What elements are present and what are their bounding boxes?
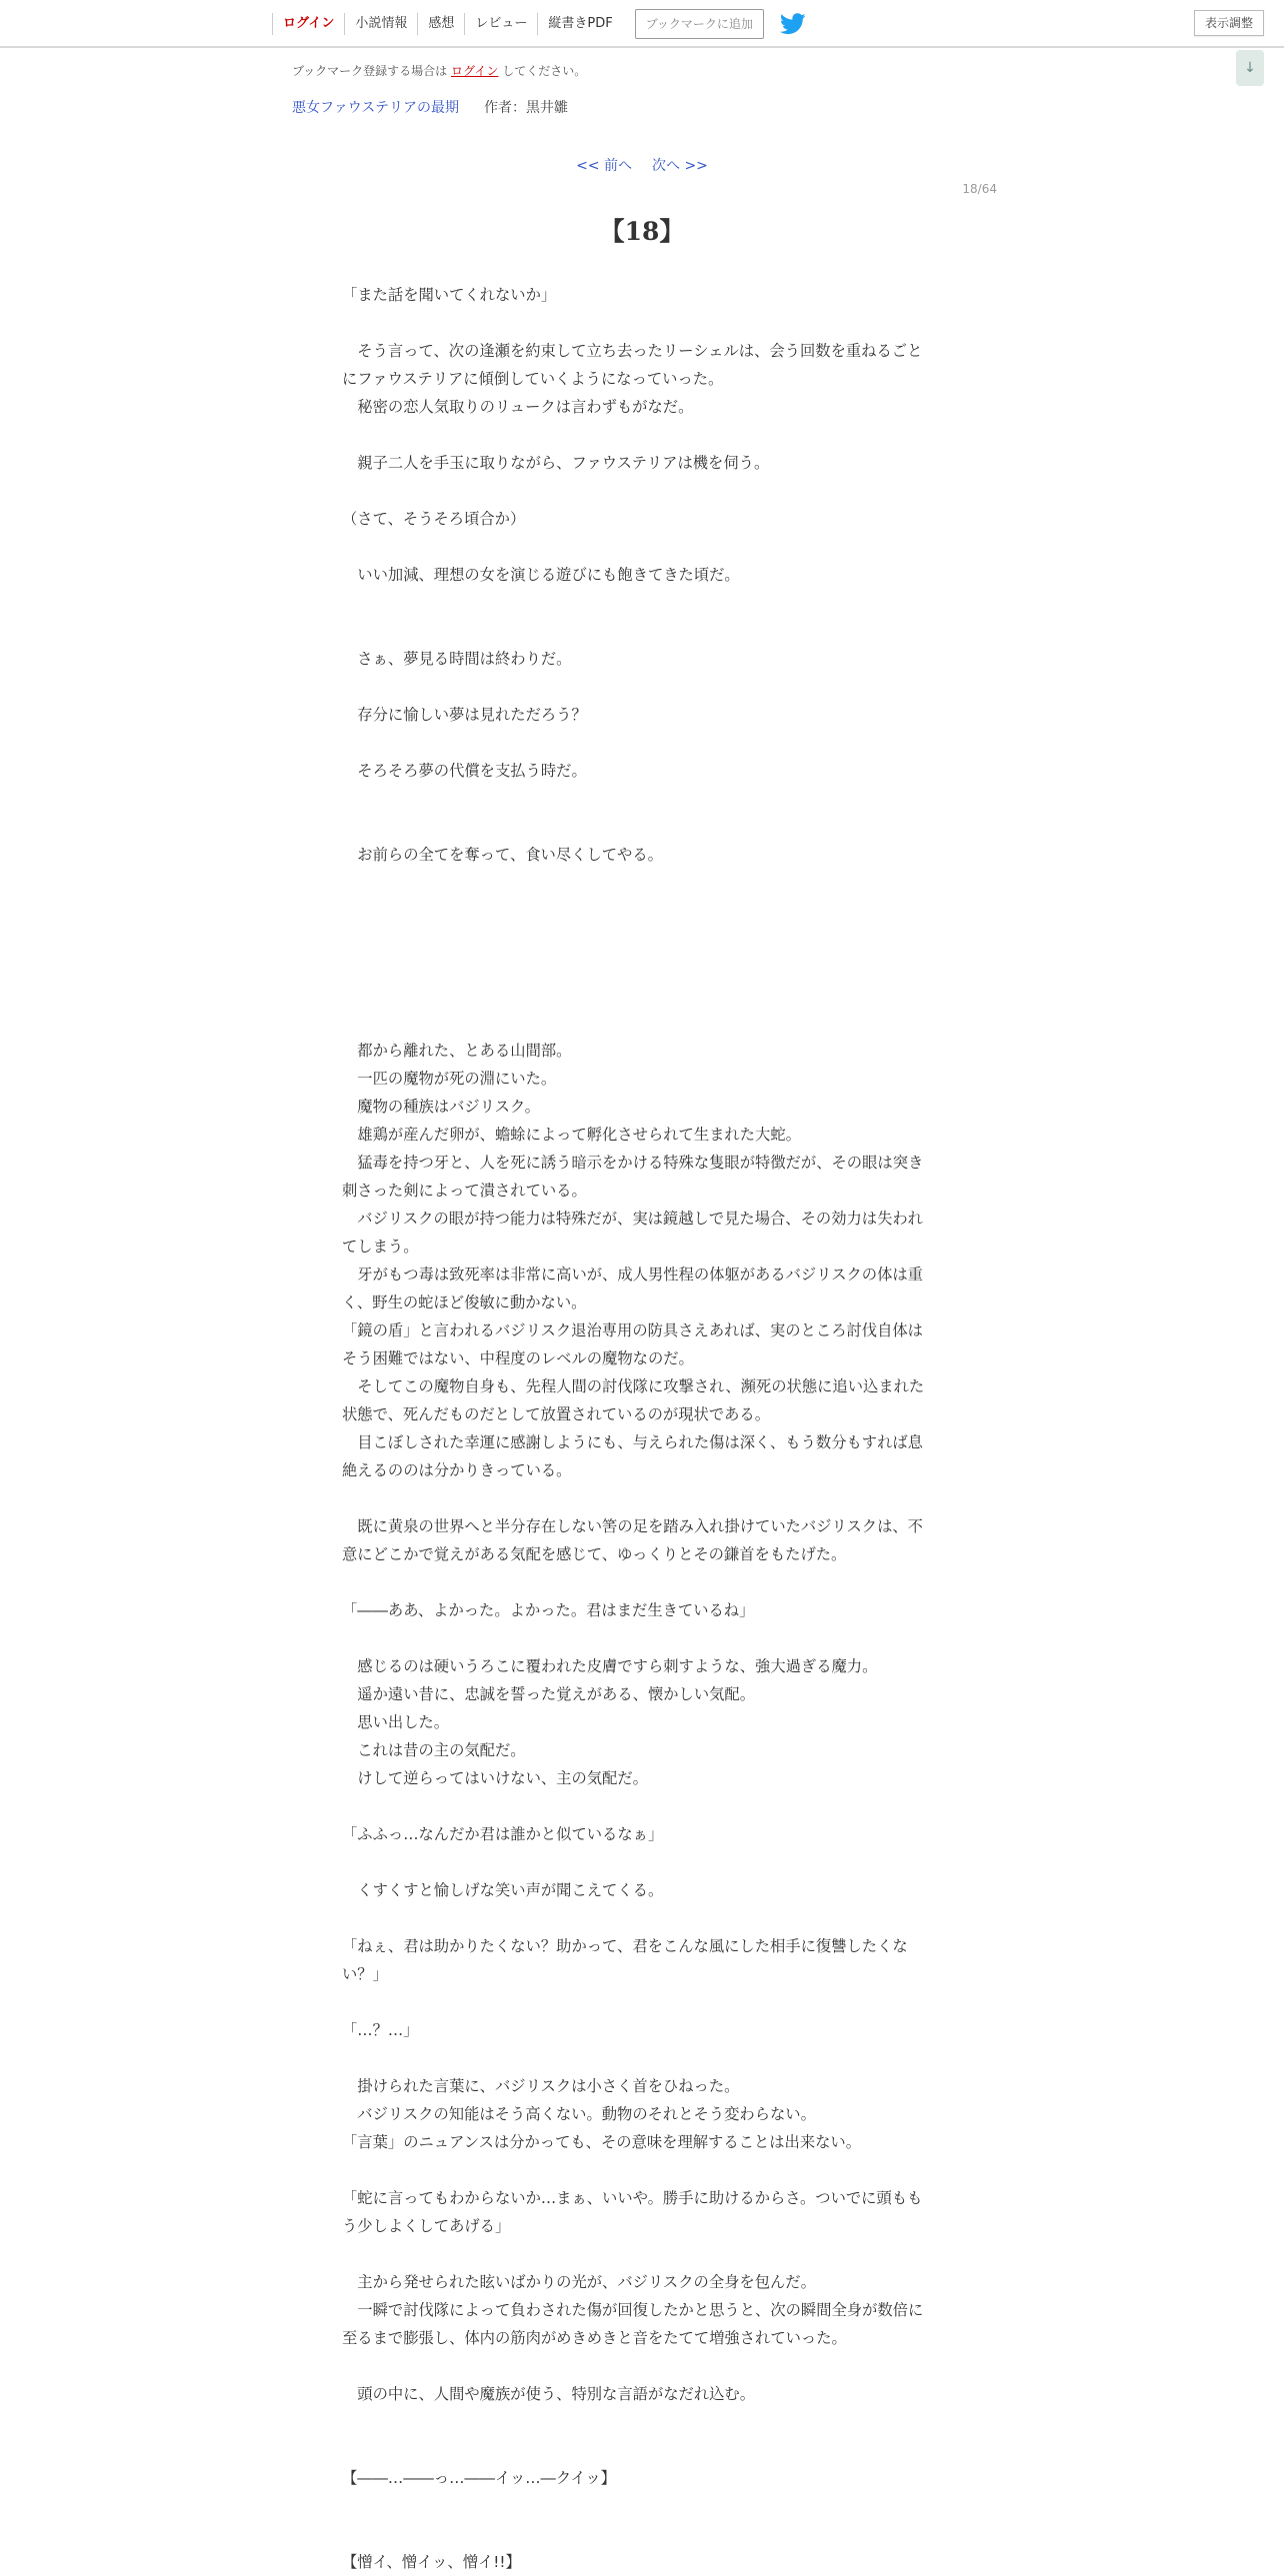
nav-review[interactable]: レビュー (464, 13, 537, 35)
blank-line (342, 1009, 937, 1037)
blank-line (342, 1988, 937, 2016)
blank-line (342, 1792, 937, 1820)
body-line: 「…？…」 (342, 2021, 419, 2039)
chapter-count: 18/64 (962, 182, 997, 196)
display-settings-button[interactable]: 表示調整 (1194, 10, 1264, 36)
blank-line (342, 617, 937, 645)
body-line: 「――ああ、よかった。よかった。君はまだ生きているね」 (342, 1601, 755, 1619)
body-line: 都から離れた、とある山間部。 (342, 1042, 572, 1060)
blank-line (342, 421, 937, 449)
twitter-bird-icon[interactable] (780, 13, 806, 35)
next-chapter-link[interactable]: 次へ >> (652, 158, 708, 174)
body-line: 主から発せられた眩いばかりの光が、バジリスクの全身を包んだ。 (342, 2273, 816, 2291)
body-line: 「また話を聞いてくれないか」 (342, 286, 557, 304)
blank-line (342, 2240, 937, 2268)
body-line: 一瞬で討伐隊によって負わされた傷が回復したかと思うと、次の瞬間全身が数倍に至るまで膨張し、体内の筋肉がめきめきと音をたてて増強されていった。 (342, 2301, 924, 2347)
blank-line (342, 813, 937, 841)
blank-line (342, 925, 937, 953)
body-line: 【――…――っ…――イッ…―クイッ】 (342, 2469, 616, 2487)
body-line: 牙がもつ毒は致死率は非常に高いが、成人男性程の体躯があるバジリスクの体は重く、野生の蛇ほど俊敏に動かない。 (342, 1266, 923, 1311)
blank-line (342, 673, 937, 701)
nav-impressions[interactable]: 感想 (417, 13, 464, 35)
nav-login[interactable]: ログイン (272, 13, 344, 35)
body-line: 「言葉」のニュアンスは分かっても、その意味を理解することは出来ない。 (342, 2133, 862, 2151)
body-line: さぁ、夢見る時間は終わりだ。 (342, 650, 572, 668)
body-line: 目こぼしされた幸運に感謝しようにも、与えられた傷は深く、もう数分もすれば息絶えるののは分かりきっている。 (342, 1433, 923, 1479)
prev-chapter-link[interactable]: << 前へ (576, 158, 632, 174)
blank-line (342, 477, 937, 505)
body-line: お前らの全てを奪って、食い尽くしてやる。 (342, 846, 663, 864)
blank-line (342, 869, 937, 897)
body-line: けして逆らってはいけない、主の気配だ。 (342, 1769, 648, 1787)
notice-text-before: ブックマーク登録する場合は (292, 64, 448, 78)
blank-line (342, 2408, 937, 2436)
blank-line (342, 953, 937, 981)
body-line: バジリスクの眼が持つ能力は特殊だが、実は鏡越しで見た場合、その効力は失われてしまう。 (342, 1210, 923, 1256)
blank-line (342, 1484, 937, 1512)
author-label: 作者： (484, 100, 526, 116)
body-line: 雄鶏が産んだ卵が、蟾蜍によって孵化させられて生まれた大蛇。 (342, 1126, 801, 1144)
body-line: バジリスクの知能はそう高くない。動物のそれとそう変わらない。 (342, 2105, 816, 2123)
novel-title-link[interactable]: 悪女ファウステリアの最期 (292, 100, 460, 116)
global-nav (272, 12, 806, 36)
bookmark-login-notice (292, 62, 586, 79)
scroll-down-button[interactable]: ↓ (1236, 50, 1264, 86)
body-line: 思い出した。 (342, 1713, 450, 1731)
site-header (0, 0, 1284, 48)
blank-line (342, 1568, 937, 1596)
body-line: 掛けられた言葉に、バジリスクは小さく首をひねった。 (342, 2077, 740, 2095)
nav-novel-info[interactable]: 小説情報 (344, 13, 417, 35)
body-line: 一匹の魔物が死の淵にいた。 (342, 1070, 557, 1088)
author-info (484, 97, 568, 117)
body-line: 頭の中に、人間や魔族が使う、特別な言語がなだれ込む。 (342, 2385, 756, 2403)
body-line: そしてこの魔物自身も、先程人間の討伐隊に攻撃され、瀕死の状態に追い込まれた状態で、死んだものだとして放置されているのが現状である。 (342, 1377, 925, 1423)
body-line: 「蛇に言ってもわからないか…まぁ、いいや。勝手に助けるからさ。ついでに頭ももう少しよくしてあげる」 (342, 2189, 923, 2235)
blank-line (342, 533, 937, 561)
body-line: 「ねぇ、君は助かりたくない？助かって、君をこんな風にした相手に復讐したくない？」 (342, 1937, 908, 1983)
blank-line (342, 2436, 937, 2464)
blank-line (342, 2044, 937, 2072)
blank-line (342, 785, 937, 813)
body-line: くすくすと愉しげな笑い声が聞こえてくる。 (342, 1881, 664, 1899)
body-line: （さて、そうそろ頃合か） (342, 510, 526, 528)
chapter-title: 【18】 (599, 217, 685, 246)
blank-line (342, 729, 937, 757)
add-bookmark-button[interactable]: ブックマークに追加 (635, 9, 764, 39)
notice-login-link[interactable]: ログイン (451, 64, 499, 78)
body-line: 魔物の種族はバジリスク。 (342, 1098, 540, 1116)
blank-line (342, 2520, 937, 2548)
body-line: 感じるのは硬いうろこに覆われた皮膚ですら刺すような、強大過ぎる魔力。 (342, 1657, 878, 1675)
blank-line (342, 1904, 937, 1932)
blank-line (342, 2156, 937, 2184)
body-line: そう言って、次の逢瀬を約束して立ち去ったリーシェルは、会う回数を重ねるごとにファウステリアに傾倒していくようになっていった。 (342, 342, 923, 388)
body-line: 「ふふっ…なんだか君は誰かと似ているなぁ」 (342, 1825, 664, 1843)
chapter-pager (0, 155, 1284, 175)
notice-text-after: してください。 (502, 64, 587, 78)
blank-line (342, 2492, 937, 2520)
body-line: 秘密の恋人気取りのリュークは言わずもがなだ。 (342, 398, 694, 416)
author-name: 黒井雛 (526, 100, 568, 116)
blank-line (342, 1624, 937, 1652)
blank-line (342, 1848, 937, 1876)
body-line: そろそろ夢の代償を支払う時だ。 (342, 762, 587, 780)
body-line: 遥か遠い昔に、忠誠を誓った覚えがある、懐かしい気配。 (342, 1685, 756, 1703)
body-line: これは昔の主の気配だ。 (342, 1741, 526, 1759)
blank-line (342, 897, 937, 925)
body-line: 親子二人を手玉に取りながら、ファウステリアは機を伺う。 (342, 454, 770, 472)
blank-line (342, 2352, 937, 2380)
body-line: いい加減、理想の女を演じる遊びにも飽きてきた頃だ。 (342, 566, 740, 584)
body-line: 存分に愉しい夢は見れただろう？ (342, 706, 587, 724)
novel-body (342, 281, 937, 2576)
body-line: 猛毒を持つ牙と、人を死に誘う暗示をかける特殊な隻眼が特徴だが、その眼は突き刺さった剣によって潰されている。 (342, 1154, 924, 1200)
body-line: 【憎イ、憎イッ、憎イ!!】 (342, 2553, 521, 2571)
body-line: 既に黄泉の世界へと半分存在しない筈の足を踏み入れ掛けていたバジリスクは、不意にどこかで覚えがある気配を感じて、ゆっくりとその鎌首をもたげた。 (342, 1517, 923, 1563)
nav-vertical-pdf[interactable]: 縦書きPDF (537, 13, 622, 35)
blank-line (342, 981, 937, 1009)
blank-line (342, 589, 937, 617)
blank-line (342, 309, 937, 337)
body-line: 「鏡の盾」と言われるバジリスク退治専用の防具さえあれば、実のところ討伐自体はそう困難ではない、中程度のレベルの魔物なのだ。 (342, 1321, 923, 1367)
